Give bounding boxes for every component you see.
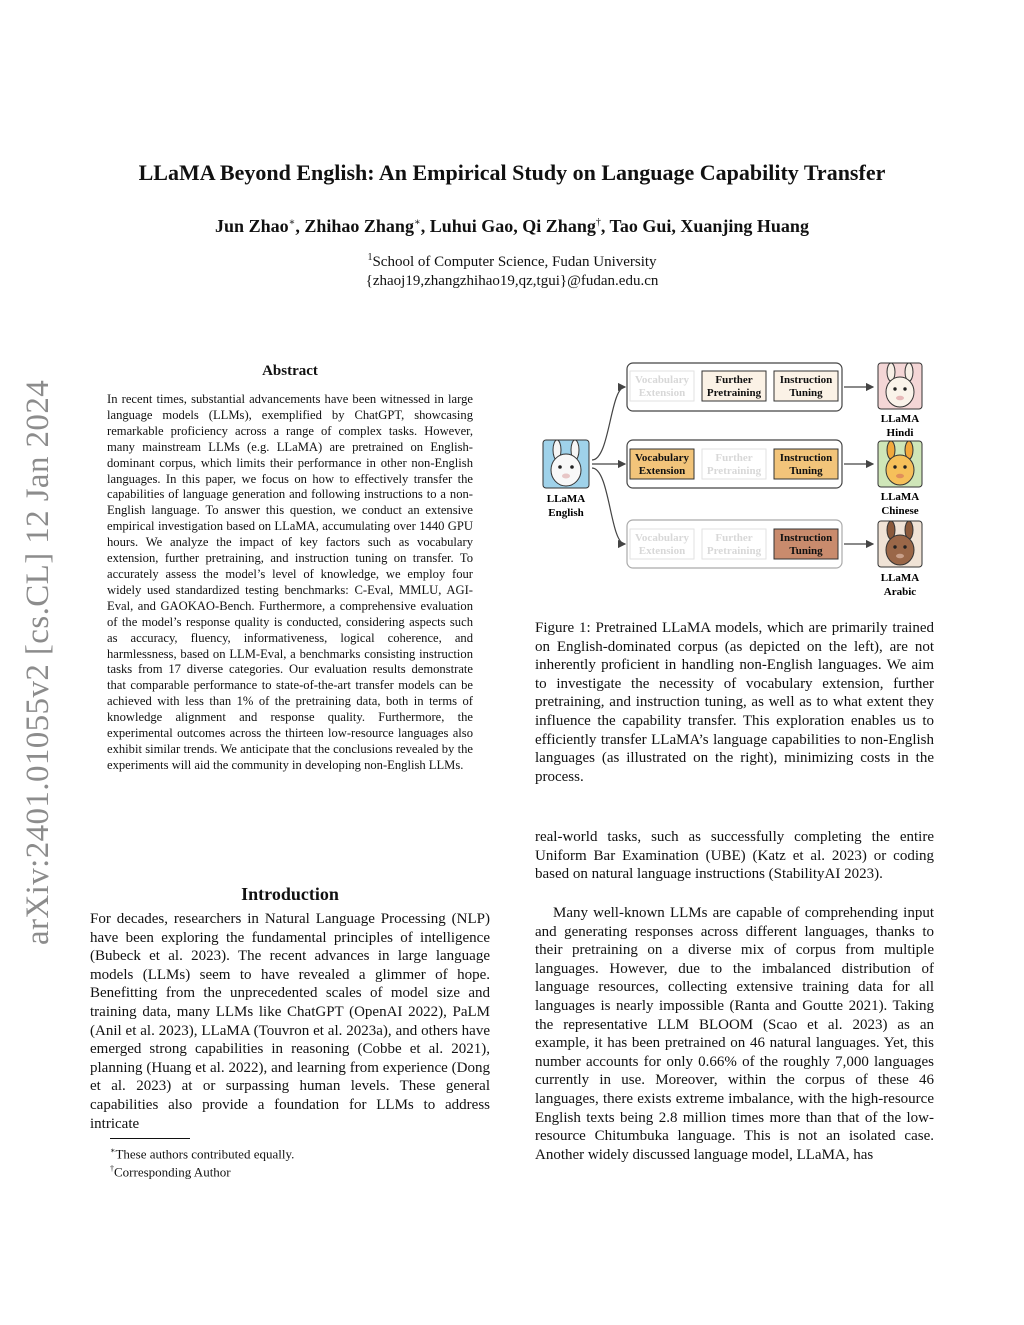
arabic-label-line1: LLaMA <box>880 572 920 584</box>
hindi-label-line1: LLaMA <box>880 413 920 425</box>
figure-1-diagram <box>530 355 940 605</box>
footnote-mark: † <box>110 1164 114 1173</box>
author-emails: {zhaoj19,zhangzhihao19,qz,tgui}@fudan.edu.cn <box>365 273 659 289</box>
box-label: Further <box>715 532 753 544</box>
box-label: Pretraining <box>706 465 762 477</box>
abstract-body <box>107 392 473 774</box>
arabic-label-line2: Arabic <box>883 586 917 598</box>
author-name: Zhihao Zhang <box>304 216 414 236</box>
introduction-text: For decades, researchers in Natural Language Processing (NLP) have been exploring the fundamental principles of intelligence (Bubeck et al. 2023). The recent advances in large language models (LLMs) seem to have revealed a glimmer of hope. Benefitting from the unprecedented scales of model size and training data, many LLMs like ChatGPT (OpenAI 2022), PaLM (Anil et al. 2023), LLaMA (Touvron et al. 2023a), and others have emerged strong capabilities in reasoning (Cobbe et al. 2021), planning (Huang et al. 2022), and learning from experience (Dong et al. 2023) at or surpassing human levels. These general capabilities also provide a foundation for LLMs to address intricate <box>90 911 490 1132</box>
affiliation-block <box>0 248 1024 291</box>
footnote-mark: ∗ <box>110 1146 116 1155</box>
box-label: Extension <box>638 465 686 477</box>
source-label-line2: English <box>548 507 584 519</box>
box-label: Vocabulary <box>635 532 689 544</box>
right-column-paragraph: Many well-known LLMs are capable of comprehending input and generating responses across different languages, thanks to their pretraining on a diverse mix of corpus from multiple languages. However, due to the imbalanced distribution of language resources, collecting extensive training data for all languages is nearly impossible (Ranta and Goutte 2021). Taking the representative LLM BLOOM (Scao et al. 2023) as an example, it has been pretrained on 46 natural languages. Yet, this number accounts for only 0.66% of the roughly 7,000 languages currently in use. Moreover, within the corpus of these 46 languages, there exists extreme imbalance, with the high-resource English texts being 2.8 million times more than that of the low-resource Chitumbuka language. This is not an isolated case. Another widely discussed language model, LLaMA, has <box>535 905 934 1163</box>
introduction-heading: Introduction <box>241 884 339 904</box>
author-name: Qi Zhang <box>522 216 596 236</box>
author-name: Luhui Gao <box>429 216 514 236</box>
footnote-text: Corresponding Author <box>114 1164 231 1180</box>
box-label: Tuning <box>789 545 823 557</box>
box-label: Tuning <box>789 387 823 399</box>
arrow-to-arabic <box>592 468 625 544</box>
affiliation-mark: 1 <box>367 252 373 263</box>
author-mark: ∗ <box>288 217 296 228</box>
box-label: Instruction <box>779 532 833 544</box>
box-label: Vocabulary <box>635 452 689 464</box>
hindi-label-line2: Hindi <box>886 427 914 439</box>
arxiv-identifier: arXiv:2401.01055v2 [cs.CL] 12 Jan 2024 <box>20 379 56 945</box>
source-label-line1: LLaMA <box>546 493 586 505</box>
box-label: Further <box>715 374 753 386</box>
author-name: Jun Zhao <box>215 216 289 236</box>
llama-english-icon <box>543 440 589 488</box>
introduction-body <box>90 910 490 1133</box>
box-label: Pretraining <box>706 545 762 557</box>
box-label: Tuning <box>789 465 823 477</box>
abstract-text: In recent times, substantial advancements have been witnessed in large language models (LLMs), exemplified by ChatGPT, showcasing remarkable proficiency across a range of complex tasks. However, many mainstream LLMs (e.g. LLaMA) are pretrained on English-dominant corpus, which limits their performance in other non-English languages. In this paper, we focus on how to effectively transfer the capabilities of language generation and following instructions to a non-English language. To answer this question, we conduct an extensive empirical investigation based on LLaMA, accumulating over 1440 GPU hours. We analyze the impact of key factors such as vocabulary extension, further pretraining, and instruction tuning on transfer. To accurately assess the model’s level of knowledge, we employ four widely used standardized testing benchmarks: C-Eval, MMLU, AGI-Eval, and GAOKAO-Bench. Furthermore, a comprehensive evaluation of the model’s response quality is conducted, considering aspects such as accuracy, fluency, informativeness, logical coherence, and harmlessness, based on LLM-Eval, a benchmarks consisting instruction tasks from 17 diverse categories. Our evaluation results demonstrate that comparable performance to state-of-the-art transfer models can be achieved with less than 1% of the pretraining data, both in terms of knowledge alignment and response quality. Furthermore, the experimental outcomes across the thirteen low-resource languages also exhibit similar trends. We anticipate that the conclusions revealed by the experiments will aid the community in developing non-English LLMs. <box>107 392 473 772</box>
paper-title: LLaMA Beyond English: An Empirical Study on Language Capability Transfer <box>138 160 886 185</box>
affiliation: School of Computer Science, Fudan University <box>372 254 657 270</box>
footnote-rule <box>110 1138 190 1139</box>
author-mark: † <box>595 217 601 228</box>
chinese-label-line1: LLaMA <box>880 491 920 503</box>
right-column-paragraph: real-world tasks, such as successfully completing the entire Uniform Bar Examination (UBE) (Katz et al. 2023) or coding based on natural language instructions (StabilityAI 2023). <box>535 829 934 883</box>
author-name: Tao Gui <box>609 216 672 236</box>
box-label: Extension <box>638 545 686 557</box>
author-mark: ∗ <box>413 217 421 228</box>
box-label: Instruction <box>779 452 833 464</box>
row-chinese-boxes <box>630 449 838 479</box>
arrow-to-hindi <box>592 387 625 460</box>
author-name: Xuanjing Huang <box>680 216 809 236</box>
llama-hindi-icon <box>878 363 922 409</box>
box-label: Instruction <box>779 374 833 386</box>
abstract-heading: Abstract <box>262 363 318 379</box>
row-hindi-boxes <box>630 371 838 401</box>
llama-chinese-icon <box>878 441 922 487</box>
footnote-text: These authors contributed equally. <box>115 1146 295 1162</box>
box-label: Vocabulary <box>635 374 689 386</box>
box-label: Pretraining <box>706 387 762 399</box>
footnote <box>110 1160 231 1181</box>
box-label: Extension <box>638 387 686 399</box>
llama-arabic-icon <box>878 521 922 567</box>
author-list: Jun Zhao∗, Zhihao Zhang∗, Luhui Gao, Qi Zhang†, Tao Gui, Xuanjing Huang <box>215 216 809 236</box>
row-arabic-boxes <box>630 529 838 559</box>
box-label: Further <box>715 452 753 464</box>
chinese-label-line2: Chinese <box>881 505 919 517</box>
figure-1-caption: Figure 1: Pretrained LLaMA models, which are primarily trained on English-dominated corpus (as depicted on the left), are not inherently proficient in handling non-English languages. We aim to investigate the necessity of vocabulary extension, further pretraining, and instruction tuning, as well as to what extent they influence the capability transfer. This exploration enables us to efficiently transfer LLaMA’s language capabilities to non-English languages (as illustrated on the right), minimizing costs in the process. <box>535 620 934 785</box>
